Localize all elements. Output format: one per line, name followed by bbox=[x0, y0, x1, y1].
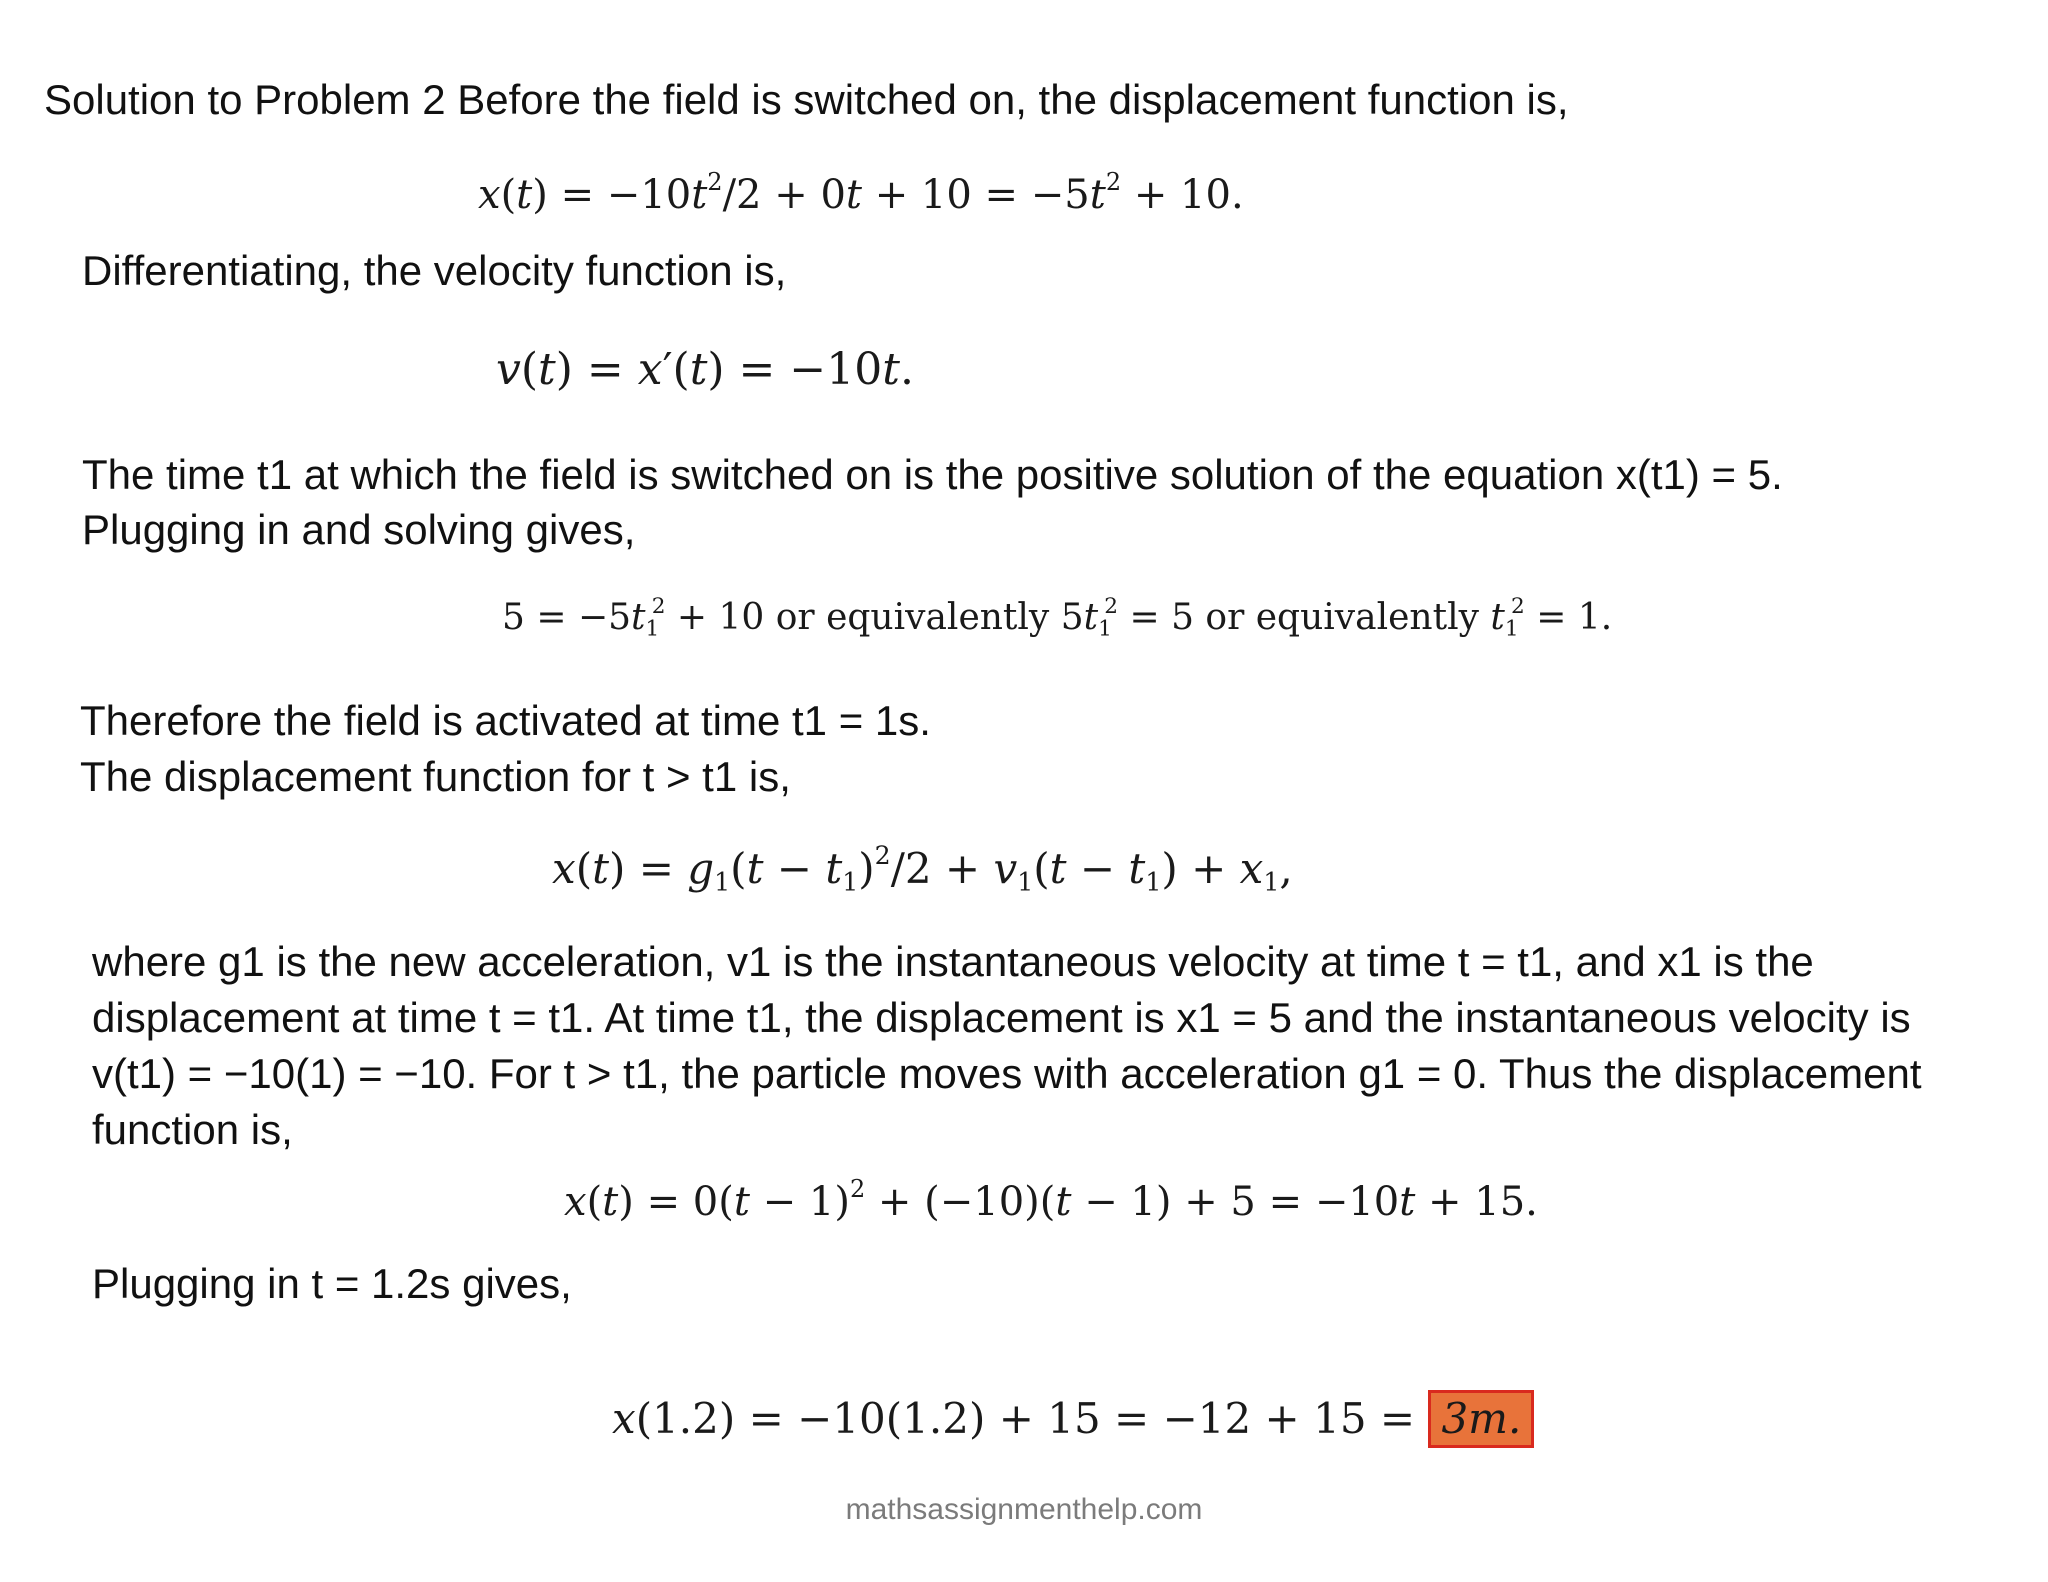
intro-text: Solution to Problem 2 Before the field is switched on, the displacement function is, bbox=[44, 76, 1569, 123]
switch-time-text-1: The time t1 at which the field is switched on is the positive solution of the equation x(t1) = 5. bbox=[82, 451, 1783, 498]
footer-watermark: mathsassignmenthelp.com bbox=[845, 1493, 1203, 1526]
definitions-text-3: v(t1) = −10(1) = −10. For t > t1, the particle moves with acceleration g1 = 0. Thus the displacement bbox=[92, 1050, 1922, 1097]
equation-velocity: v(t) = x′(t) = −10t. bbox=[496, 344, 914, 395]
switch-time-text-2: Plugging in and solving gives, bbox=[82, 506, 636, 553]
answer-box: 3m. bbox=[1428, 1390, 1534, 1448]
velocity-intro-text: Differentiating, the velocity function is, bbox=[82, 247, 787, 294]
equation-final: x(1.2) = −10(1.2) + 15 = −12 + 15 = 3m. bbox=[612, 1390, 1534, 1448]
equation-solve-t1: $5 = -5t_1^2 + 10$ or equivalently $5t_1^2 = 5$ or equivalently $t_1^2 = 1$. bbox=[502, 593, 1613, 642]
plug-in-text: Plugging in t = 1.2s gives, bbox=[92, 1260, 572, 1307]
definitions-text-4: function is, bbox=[92, 1106, 293, 1153]
equation-general-displacement: $x(t) = g_1(t - t_1)^2/2 + v_1(t - t_1) + x_1$, bbox=[552, 841, 1293, 897]
activation-time-text: Therefore the field is activated at time t1 = 1s. bbox=[80, 697, 931, 744]
equation-specific-displacement: $x(t) = 0(t - 1)^2 + (-10)(t - 1) + 5 = -10t + 15$. bbox=[564, 1175, 1538, 1225]
equation-displacement-before: $x(t) = -10t^2/2 + 0t + 10 = -5t^2 + 10$. bbox=[478, 168, 1244, 218]
definitions-text-2: displacement at time t = t1. At time t1, the displacement is x1 = 5 and the instantaneous velocity is bbox=[92, 994, 1911, 1041]
displacement-after-intro: The displacement function for t > t1 is, bbox=[80, 753, 791, 800]
definitions-text-1: where g1 is the new acceleration, v1 is the instantaneous velocity at time t = t1, and x1 is the bbox=[92, 938, 1814, 985]
